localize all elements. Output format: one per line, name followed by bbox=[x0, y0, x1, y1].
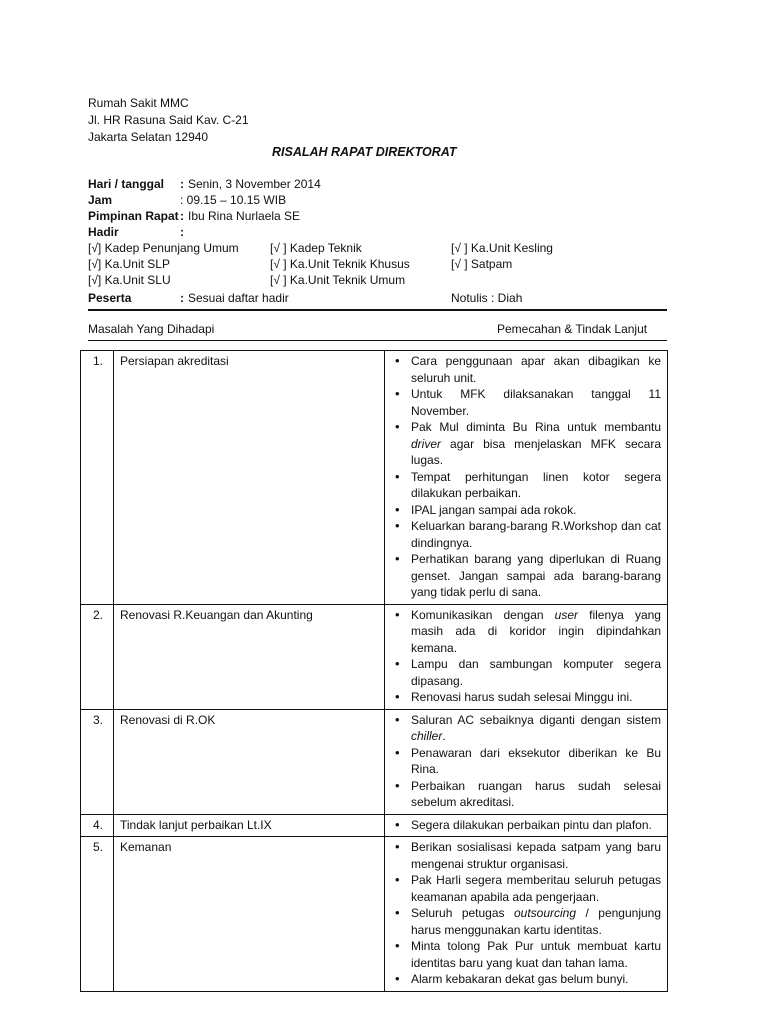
action-item: • Penawaran dari eksekutor diberikan ke Bu Rina. bbox=[391, 745, 661, 778]
action-item: • Untuk MFK dilaksanakan tanggal 11 November. bbox=[391, 386, 661, 419]
document-title: RISALAH RAPAT DIREKTORAT bbox=[272, 145, 457, 159]
action-item: • Tempat perhitungan linen kotor segera dilakukan perbaikan. bbox=[391, 469, 661, 502]
address-line-2: Jakarta Selatan 12940 bbox=[88, 130, 209, 144]
action-item: • Renovasi harus sudah selesai Minggu ini. bbox=[391, 689, 661, 706]
row-number: 3. bbox=[81, 709, 114, 814]
address-line-1: Jl. HR Rasuna Said Kav. C-21 bbox=[88, 113, 249, 127]
table-row bbox=[81, 351, 668, 605]
table-row bbox=[81, 709, 668, 814]
table-row bbox=[81, 814, 668, 837]
action-item: • Pak Mul diminta Bu Rina untuk membantu driver agar bisa menjelaskan MFK secara lugas. bbox=[391, 419, 661, 469]
row-actions bbox=[385, 814, 668, 837]
row-topic: Kemanan bbox=[114, 837, 385, 992]
action-item: • Lampu dan sambungan komputer segera dipasang. bbox=[391, 656, 661, 689]
jam-label: Jam bbox=[88, 193, 113, 207]
hari-colon: : bbox=[180, 177, 184, 191]
action-item: • Saluran AC sebaiknya diganti dengan sistem chiller. bbox=[391, 712, 661, 745]
notulis: Notulis : Diah bbox=[451, 291, 523, 305]
action-item: • Komunikasikan dengan user filenya yang masih ada di koridor ingin dipindahkan kemana. bbox=[391, 607, 661, 657]
action-item: • IPAL jangan sampai ada rokok. bbox=[391, 502, 661, 519]
action-item: • Pak Harli segera memberitau seluruh petugas keamanan apabila ada pengerjaan. bbox=[391, 872, 661, 905]
attendee-ka-unit-slu: [√] Ka.Unit SLU bbox=[88, 273, 171, 287]
table-row bbox=[81, 837, 668, 992]
attendee-ka-unit-slp: [√] Ka.Unit SLP bbox=[88, 257, 170, 271]
action-list bbox=[391, 712, 661, 811]
attendee-ka-unit-teknik-khusus: [√ ] Ka.Unit Teknik Khusus bbox=[270, 257, 410, 271]
action-list bbox=[391, 817, 661, 834]
row-number: 2. bbox=[81, 604, 114, 709]
action-item: • Berikan sosialisasi kepada satpam yang baru mengenai struktur organisasi. bbox=[391, 839, 661, 872]
action-item: • Segera dilakukan perbaikan pintu dan plafon. bbox=[391, 817, 661, 834]
attendee-kadep-penunjang-umum: [√] Kadep Penunjang Umum bbox=[88, 241, 239, 255]
peserta-label: Peserta bbox=[88, 291, 132, 305]
org-name: Rumah Sakit MMC bbox=[88, 96, 189, 110]
attendee-ka-unit-kesling: [√ ] Ka.Unit Kesling bbox=[451, 241, 553, 255]
hadir-label: Hadir bbox=[88, 225, 119, 239]
row-actions bbox=[385, 709, 668, 814]
attendee-satpam: [√ ] Satpam bbox=[451, 257, 513, 271]
row-number: 5. bbox=[81, 837, 114, 992]
hari-label: Hari / tanggal bbox=[88, 177, 165, 191]
attendee-ka-unit-teknik-umum: [√ ] Ka.Unit Teknik Umum bbox=[270, 273, 406, 287]
row-topic: Renovasi di R.OK bbox=[114, 709, 385, 814]
caption-divider bbox=[88, 340, 667, 341]
action-item: • Cara penggunaan apar akan dibagikan ke seluruh unit. bbox=[391, 353, 661, 386]
row-topic: Persiapan akreditasi bbox=[114, 351, 385, 605]
table-row bbox=[81, 604, 668, 709]
action-item: • Seluruh petugas outsourcing / pengunjung harus menggunakan kartu identitas. bbox=[391, 905, 661, 938]
row-actions bbox=[385, 604, 668, 709]
column-caption-solutions: Pemecahan & Tindak Lanjut bbox=[497, 322, 648, 336]
action-item: • Minta tolong Pak Pur untuk membuat kartu identitas baru yang kuat dan tahan lama. bbox=[391, 938, 661, 971]
pimpinan-colon: : bbox=[180, 209, 184, 223]
action-item: • Alarm kebakaran dekat gas belum bunyi. bbox=[391, 971, 661, 988]
hari-value: Senin, 3 November 2014 bbox=[188, 177, 321, 191]
attendee-kadep-teknik: [√ ] Kadep Teknik bbox=[270, 241, 362, 255]
row-number: 1. bbox=[81, 351, 114, 605]
column-caption-problems: Masalah Yang Dihadapi bbox=[88, 322, 215, 336]
row-topic: Tindak lanjut perbaikan Lt.IX bbox=[114, 814, 385, 837]
pimpinan-label: Pimpinan Rapat bbox=[88, 209, 179, 223]
action-item: • Perhatikan barang yang diperlukan di Ruang genset. Jangan sampai ada barang-barang yang tidak perlu di sana. bbox=[391, 551, 661, 601]
action-list bbox=[391, 839, 661, 988]
action-list bbox=[391, 607, 661, 706]
action-list bbox=[391, 353, 661, 601]
pimpinan-value: Ibu Rina Nurlaela SE bbox=[188, 209, 301, 223]
peserta-colon: : bbox=[180, 291, 184, 305]
header-divider bbox=[88, 309, 667, 311]
row-actions bbox=[385, 837, 668, 992]
row-actions bbox=[385, 351, 668, 605]
row-number: 4. bbox=[81, 814, 114, 837]
action-item: • Perbaikan ruangan harus sudah selesai sebelum akreditasi. bbox=[391, 778, 661, 811]
hadir-colon: : bbox=[180, 225, 184, 239]
peserta-value: Sesuai daftar hadir bbox=[188, 291, 289, 305]
row-topic: Renovasi R.Keuangan dan Akunting bbox=[114, 604, 385, 709]
jam-value: : 09.15 – 10.15 WIB bbox=[180, 193, 287, 207]
action-item: • Keluarkan barang-barang R.Workshop dan cat dindingnya. bbox=[391, 518, 661, 551]
minutes-table bbox=[80, 350, 668, 992]
